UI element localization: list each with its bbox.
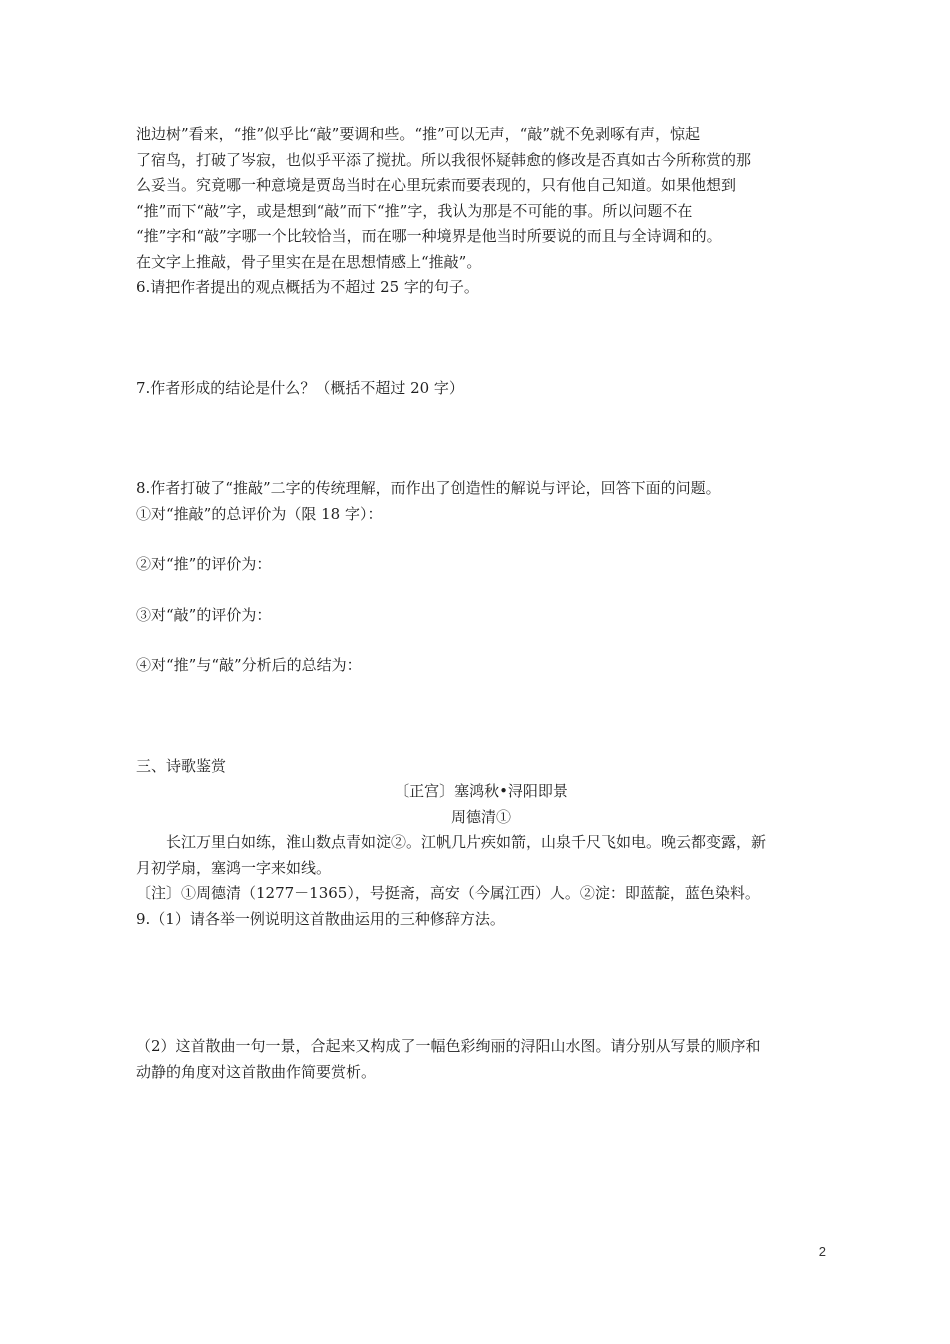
answer-space-9-1 [136, 932, 826, 1034]
question-8-part-3: ③对“敲”的评价为： [136, 605, 272, 624]
question-7: 7.作者形成的结论是什么？（概括不超过 20 字） [136, 378, 464, 397]
passage-paragraph [136, 122, 826, 275]
question-8-part-4: ④对“推”与“敲”分析后的总结为： [136, 656, 362, 674]
passage-line: “推”而下“敲”字，或是想到“敲”而下“推”字，我认为那是不可能的事。所以问题不在 [136, 201, 693, 220]
question-9-part-2: 动静的角度对这首散曲作简要赏析。 [136, 1062, 377, 1081]
section-title: 三、诗歌鉴赏 [136, 756, 227, 775]
passage-line: 在文字上推敲，骨子里实在是在思想情感上“推敲”。 [136, 252, 482, 271]
passage-line: 池边树”看来，“推”似乎比“敲”要调和些。“推”可以无声，“敲”就不免剥啄有声，惊起 [136, 125, 701, 143]
question-8: 8.作者打破了“推敲”二字的传统理解，而作出了创造性的解说与评论，回答下面的问题。 [136, 479, 721, 497]
question-6: 6.请把作者提出的观点概括为不超过 25 字的句子。 [136, 278, 479, 296]
passage-line: “推”字和“敲”字哪一个比较恰当，而在哪一种境界是他当时所要说的而且与全诗调和的。 [136, 227, 722, 245]
answer-space-8-2 [136, 578, 826, 603]
poem-text-line: 月初学扇，塞鸿一字来如线。 [136, 858, 332, 877]
question-8-part-2: ②对“推”的评价为： [136, 555, 272, 573]
page-number: 2 [818, 1244, 826, 1259]
page-content [136, 122, 826, 1085]
answer-space-8-3 [136, 628, 826, 653]
question-9-part-2: （2）这首散曲一句一景，合起来又构成了一幅色彩绚丽的浔阳山水图。请分别从写景的顺序和 [136, 1037, 761, 1055]
answer-space-7 [136, 401, 826, 476]
poem-title: 〔正宫〕塞鸿秋•浔阳即景 [394, 782, 568, 800]
answer-space-8-1 [136, 527, 826, 552]
answer-space-8-4 [136, 679, 826, 754]
poem-author: 周德清① [450, 807, 511, 826]
question-8-part-1: ①对“推敲”的总评价为（限 18 字）： [136, 504, 383, 523]
passage-line: 了宿鸟，打破了岑寂，也似乎平添了搅扰。所以我很怀疑韩愈的修改是否真如古今所称赏的那 [136, 150, 752, 169]
question-9-part-1: 9.（1）请各举一例说明这首散曲运用的三种修辞方法。 [136, 909, 505, 928]
poem-note: 〔注〕①周德清（1277－1365），号挺斋，高安（今属江西）人。②淀：即蓝靛，蓝色染料。 [136, 884, 760, 902]
poem-text-line: 长江万里白如练，淮山数点青如淀②。江帆几片疾如箭，山泉千尺飞如电。晚云都变露，新 [166, 833, 767, 851]
answer-space-6 [136, 301, 826, 376]
passage-line: 么妥当。究竟哪一种意境是贾岛当时在心里玩索而要表现的，只有他自己知道。如果他想到 [136, 176, 737, 194]
